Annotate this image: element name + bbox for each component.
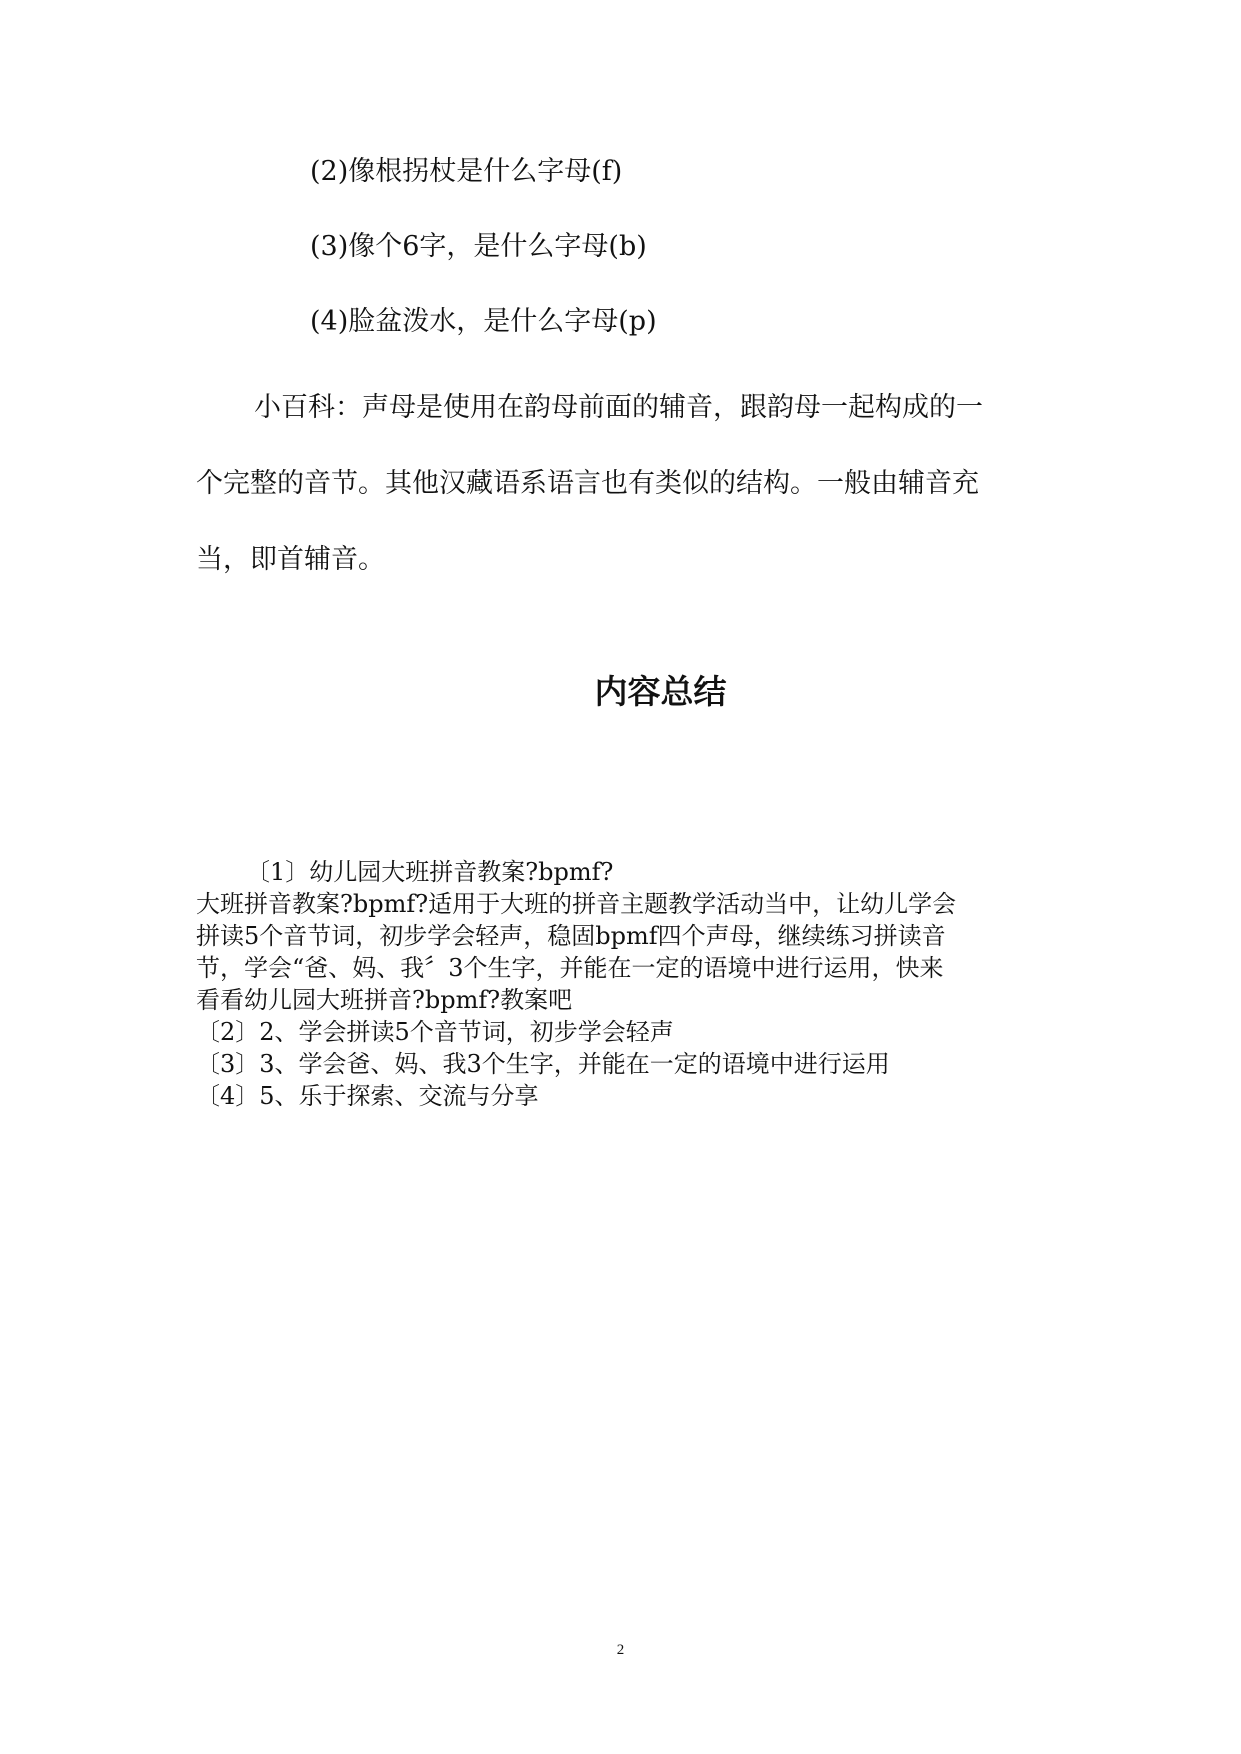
summary-row: 节，学会“爸、妈、我〞3个生字，并能在一定的语境中进行运用，快来 — [196, 954, 944, 982]
summary-list — [196, 856, 1056, 1112]
summary-row: 〔2〕2、学会拼读5个音节词，初步学会轻声 — [196, 1018, 674, 1046]
summary-row: 拼读5个音节词，初步学会轻声，稳固bpmf四个声母，继续练习拼读音 — [196, 922, 946, 950]
encyclopedia-line: 个完整的音节。其他汉藏语系语言也有类似的结构。一般由辅音充 — [196, 468, 979, 499]
encyclopedia-paragraph — [196, 370, 1056, 598]
riddle-item-3: (3)像个6字，是什么字母(b) — [310, 231, 647, 262]
summary-heading: 内容总结 — [594, 672, 727, 711]
summary-row: 〔1〕幼儿园大班拼音教案?bpmf? — [246, 858, 614, 886]
summary-row: 看看幼儿园大班拼音?bpmf?教案吧 — [196, 986, 573, 1014]
riddle-item-2: (2)像根拐杖是什么字母(f) — [310, 156, 623, 187]
page-number: 2 — [616, 1642, 625, 1658]
riddle-item-4: (4)脸盆泼水，是什么字母(p) — [310, 306, 657, 337]
summary-row: 大班拼音教案?bpmf?适用于大班的拼音主题教学活动当中，让幼儿学会 — [196, 890, 957, 918]
encyclopedia-line: 当，即首辅音。 — [196, 544, 385, 575]
summary-row: 〔4〕5、乐于探索、交流与分享 — [196, 1082, 539, 1110]
encyclopedia-line: 小百科：声母是使用在韵母前面的辅音，跟韵母一起构成的一 — [254, 392, 983, 423]
summary-row: 〔3〕3、学会爸、妈、我3个生字，并能在一定的语境中进行运用 — [196, 1050, 890, 1078]
